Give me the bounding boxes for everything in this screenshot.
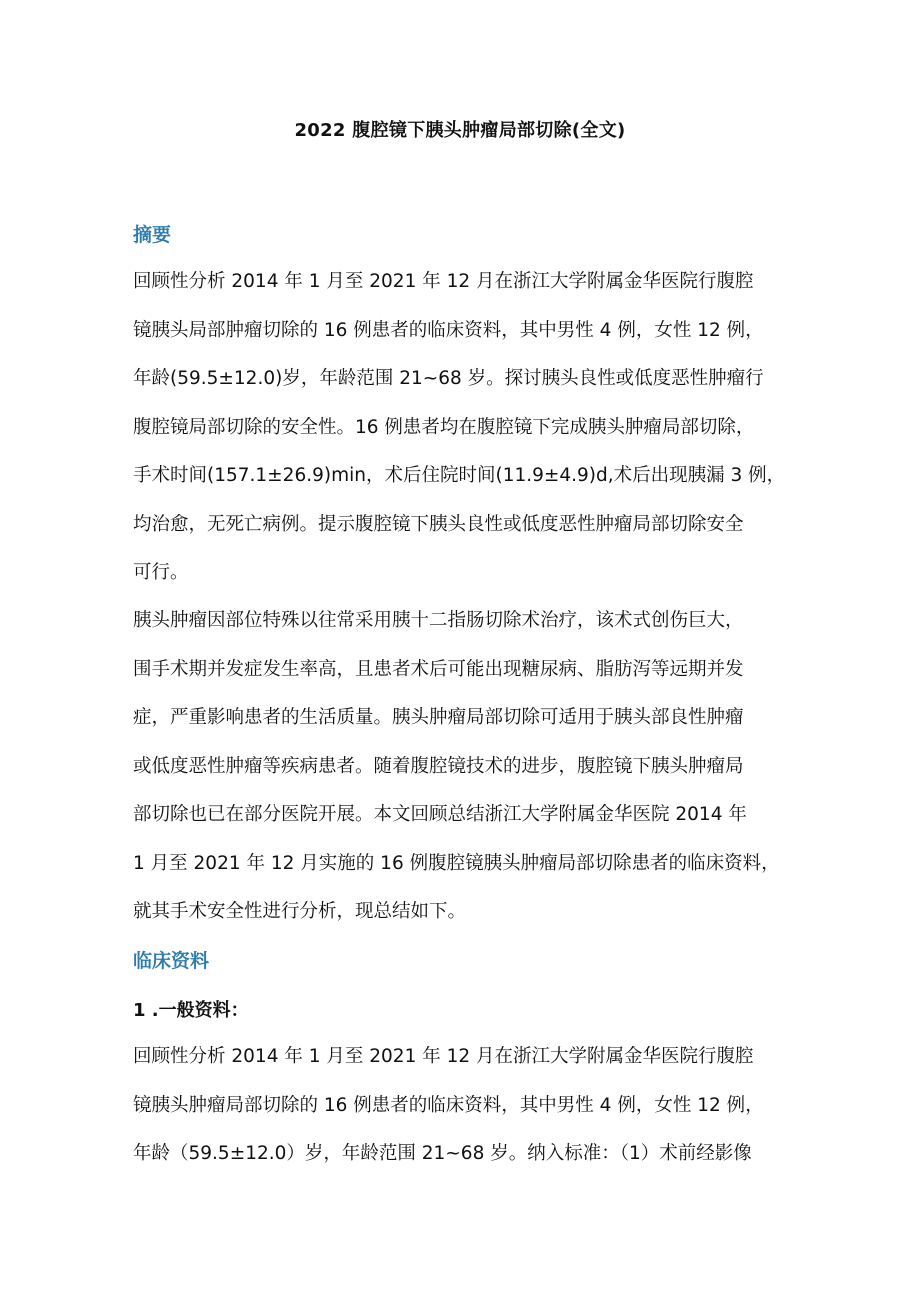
text-line: 手术时间(157.1±26.9)min，术后住院时间(11.9±4.9)d,术后出现胰漏 3 例， <box>133 465 786 486</box>
text-line: 回顾性分析 2014 年 1 月至 2021 年 12 月在浙江大学附属金华医院行腹腔 <box>133 1046 754 1067</box>
document-title: 2022 腹腔镜下胰头肿瘤局部切除(全文) <box>294 120 626 141</box>
clinical-heading: 临床资料 <box>133 950 210 972</box>
text-line: 或低度恶性肿瘤等疾病患者。随着腹腔镜技术的进步，腹腔镜下胰头肿瘤局 <box>133 755 744 777</box>
text-line: 围手术期并发症发生率高，且患者术后可能出现糖尿病、脂肪泻等远期并发 <box>133 658 744 680</box>
text-line: 就其手术安全性进行分析，现总结如下。 <box>133 901 467 922</box>
text-line: 腹腔镜局部切除的安全性。16 例患者均在腹腔镜下完成胰头肿瘤局部切除， <box>133 416 755 438</box>
text-line: 症，严重影响患者的生活质量。胰头肿瘤局部切除可适用于胰头部良性肿瘤 <box>133 707 744 728</box>
general-data-subheading: 1 .一般资料： <box>133 1000 249 1021</box>
text-line: 年龄(59.5±12.0)岁，年龄范围 21~68 岁。探讨胰头良性或低度恶性肿瘤行 <box>133 368 764 389</box>
clinical-paragraph <box>133 1033 797 1179</box>
text-line: 可行。 <box>133 562 189 583</box>
text-line: 胰头肿瘤因部位特殊以往常采用胰十二指肠切除术治疗，该术式创伤巨大， <box>133 610 744 631</box>
text-line: 年龄（59.5±12.0）岁，年龄范围 21~68 岁。纳入标准：（1）术前经影像 <box>133 1143 752 1164</box>
abstract-heading: 摘要 <box>133 224 172 246</box>
text-line: 回顾性分析 2014 年 1 月至 2021 年 12 月在浙江大学附属金华医院行腹腔 <box>133 271 754 292</box>
text-line: 部切除也已在部分医院开展。本文回顾总结浙江大学附属金华医院 2014 年 <box>133 804 747 825</box>
text-line: 1 月至 2021 年 12 月实施的 16 例腹腔镜胰头肿瘤局部切除患者的临床资料， <box>133 852 780 874</box>
intro-paragraph <box>133 597 797 937</box>
text-line: 镜胰头肿瘤局部切除的 16 例患者的临床资料，其中男性 4 例，女性 12 例， <box>133 1094 764 1116</box>
text-line: 镜胰头局部肿瘤切除的 16 例患者的临床资料，其中男性 4 例，女性 12 例， <box>133 319 764 341</box>
text-line: 均治愈，无死亡病例。提示腹腔镜下胰头良性或低度恶性肿瘤局部切除安全 <box>133 513 744 535</box>
abstract-paragraph <box>133 258 797 598</box>
